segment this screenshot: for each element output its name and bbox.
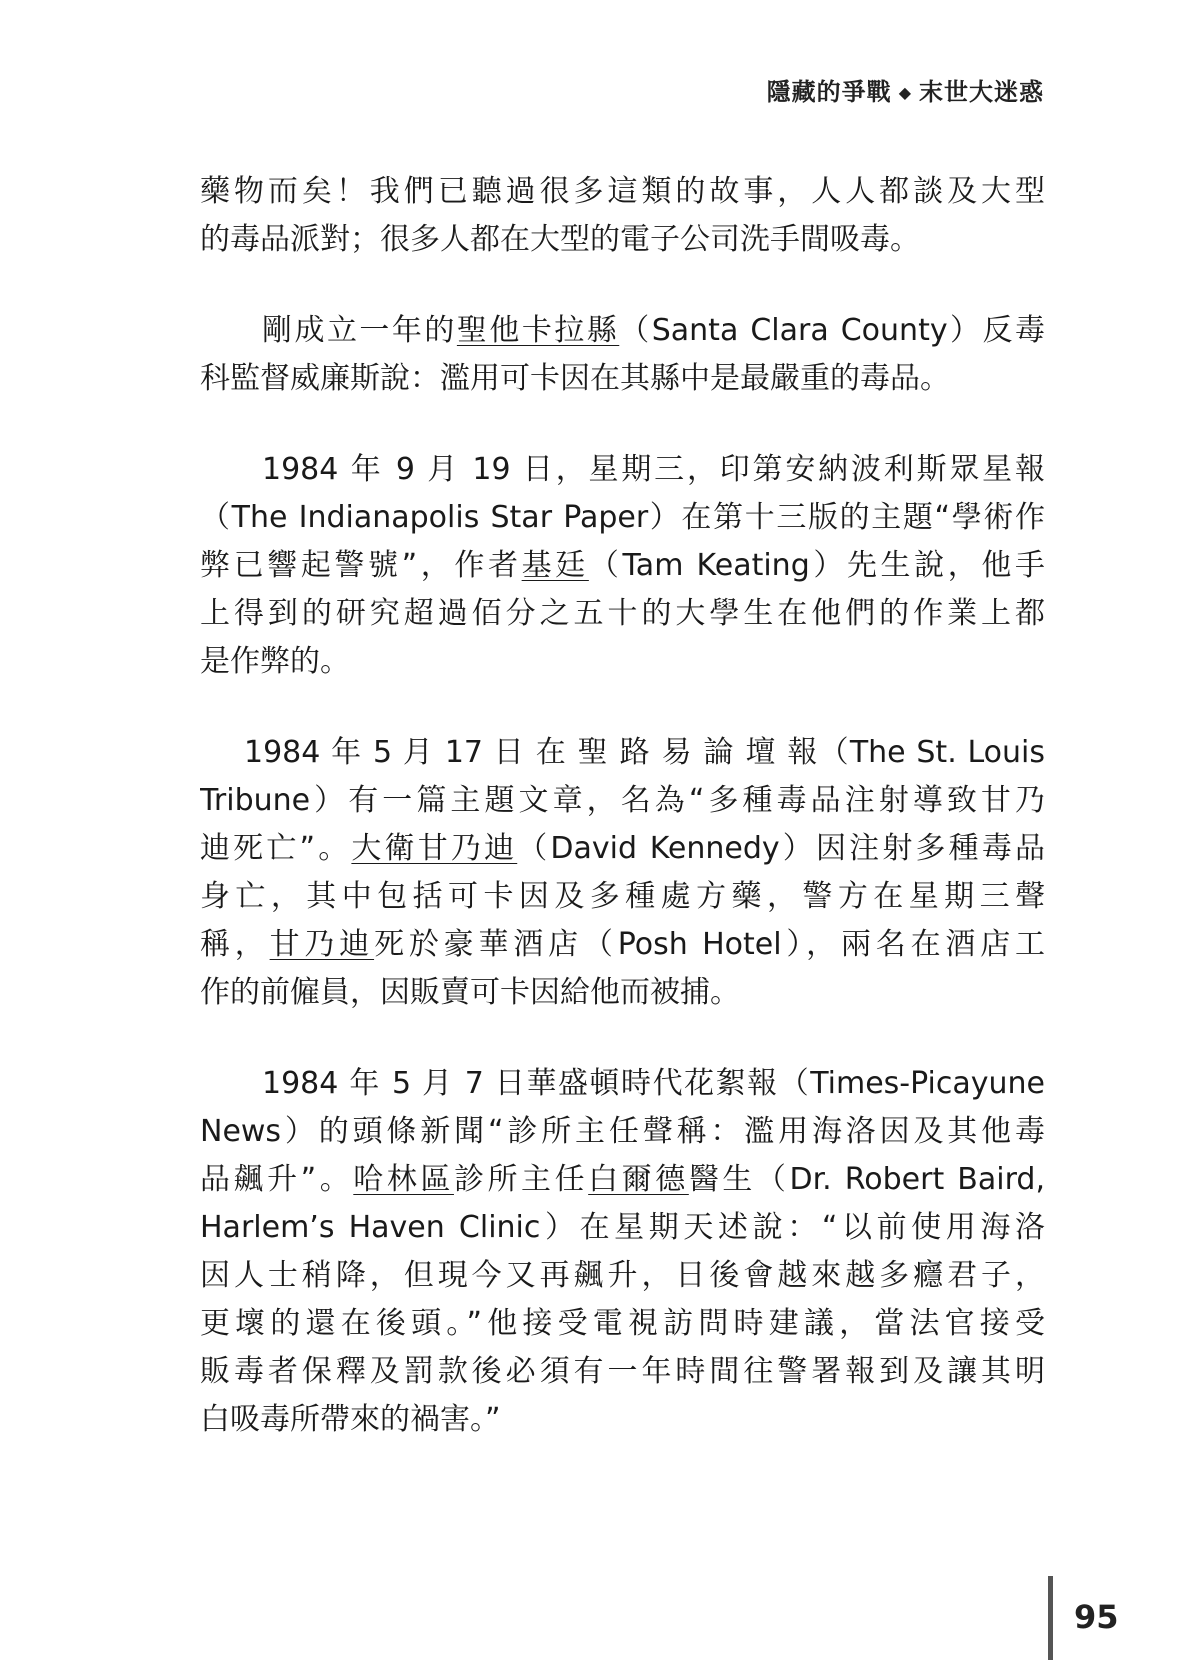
text-line: 稱，甘乃迪死於豪華酒店（Posh Hotel），兩名在酒店工	[200, 927, 1045, 962]
page-number-rule	[1048, 1576, 1053, 1660]
text-line: 迪死亡”。大衛甘乃迪（David Kennedy）因注射多種毒品	[200, 831, 1045, 866]
paragraph-4	[200, 729, 1045, 1017]
paragraph-3	[200, 446, 1045, 686]
text-line: 藥物而矣！我們已聽過很多這類的故事，人人都談及大型	[200, 174, 1045, 209]
text-line: Tribune）有一篇主題文章，名為“多種毒品注射導致甘乃	[200, 783, 1045, 818]
text-line: 是作弊的。	[200, 644, 350, 679]
text-line: 的毒品派對；很多人都在大型的電子公司洗手間吸毒。	[200, 222, 920, 257]
text-line: 身亡，其中包括可卡因及多種處方藥，警方在星期三聲	[200, 879, 1045, 914]
text-line: 販毒者保釋及罰款後必須有一年時間往警署報到及讓其明	[200, 1354, 1045, 1389]
book-title: 隱藏的爭戰	[766, 78, 892, 106]
underlined-name: 聖他卡拉縣	[456, 313, 620, 348]
page-number: 95	[1074, 1598, 1119, 1636]
paragraph-1	[200, 168, 1045, 264]
text-line: News）的頭條新聞“診所主任聲稱：濫用海洛因及其他毒	[200, 1114, 1045, 1149]
text-line: 1984 年 5 月 7 日華盛頓時代花絮報（Times-Picayune	[262, 1066, 1045, 1101]
text-line: 科監督威廉斯說：濫用可卡因在其縣中是最嚴重的毒品。	[200, 361, 950, 396]
text-line: 品飆升”。哈林區診所主任白爾德醫生（Dr. Robert Baird,	[200, 1162, 1045, 1197]
text-line: 作的前僱員，因販賣可卡因給他而被捕。	[200, 975, 740, 1010]
text-line: 1984 年 9 月 19 日，星期三，印第安納波利斯眾星報	[262, 452, 1045, 487]
text-line: 上得到的研究超過佰分之五十的大學生在他們的作業上都	[200, 596, 1045, 631]
underlined-name: 基廷	[521, 548, 589, 583]
underlined-name: 大衛甘乃迪	[351, 831, 518, 866]
diamond-separator-icon: ◆	[898, 83, 912, 102]
text-line: Harlem’s Haven Clinic）在星期天述說：“以前使用海洛	[200, 1210, 1045, 1245]
text-line: 白吸毒所帶來的禍害。”	[200, 1402, 501, 1437]
running-header	[767, 72, 1044, 107]
text-line: 弊已響起警號”，作者基廷（Tam Keating）先生說，他手	[200, 548, 1045, 583]
paragraph-5	[200, 1060, 1045, 1444]
text-line: 1984 年 5 月 17 日 在 聖 路 易 論 壇 報（The St. Louis	[244, 735, 1045, 770]
underlined-name: 哈林區	[353, 1162, 454, 1197]
text-line: （The Indianapolis Star Paper）在第十三版的主題“學術作	[200, 500, 1045, 535]
paragraph-2	[200, 307, 1045, 403]
text-line: 更壞的還在後頭。”他接受電視訪問時建議，當法官接受	[200, 1306, 1045, 1341]
underlined-name: 甘乃迪	[269, 927, 375, 962]
body-text	[200, 168, 1045, 1487]
chapter-title: 末世大迷惑	[919, 78, 1044, 106]
underlined-name: 白爾德	[588, 1162, 689, 1197]
text-line: 因人士稍降，但現今又再飆升，日後會越來越多癮君子，	[200, 1258, 1045, 1293]
text-line: 剛成立一年的聖他卡拉縣（Santa Clara County）反毒	[262, 313, 1045, 348]
